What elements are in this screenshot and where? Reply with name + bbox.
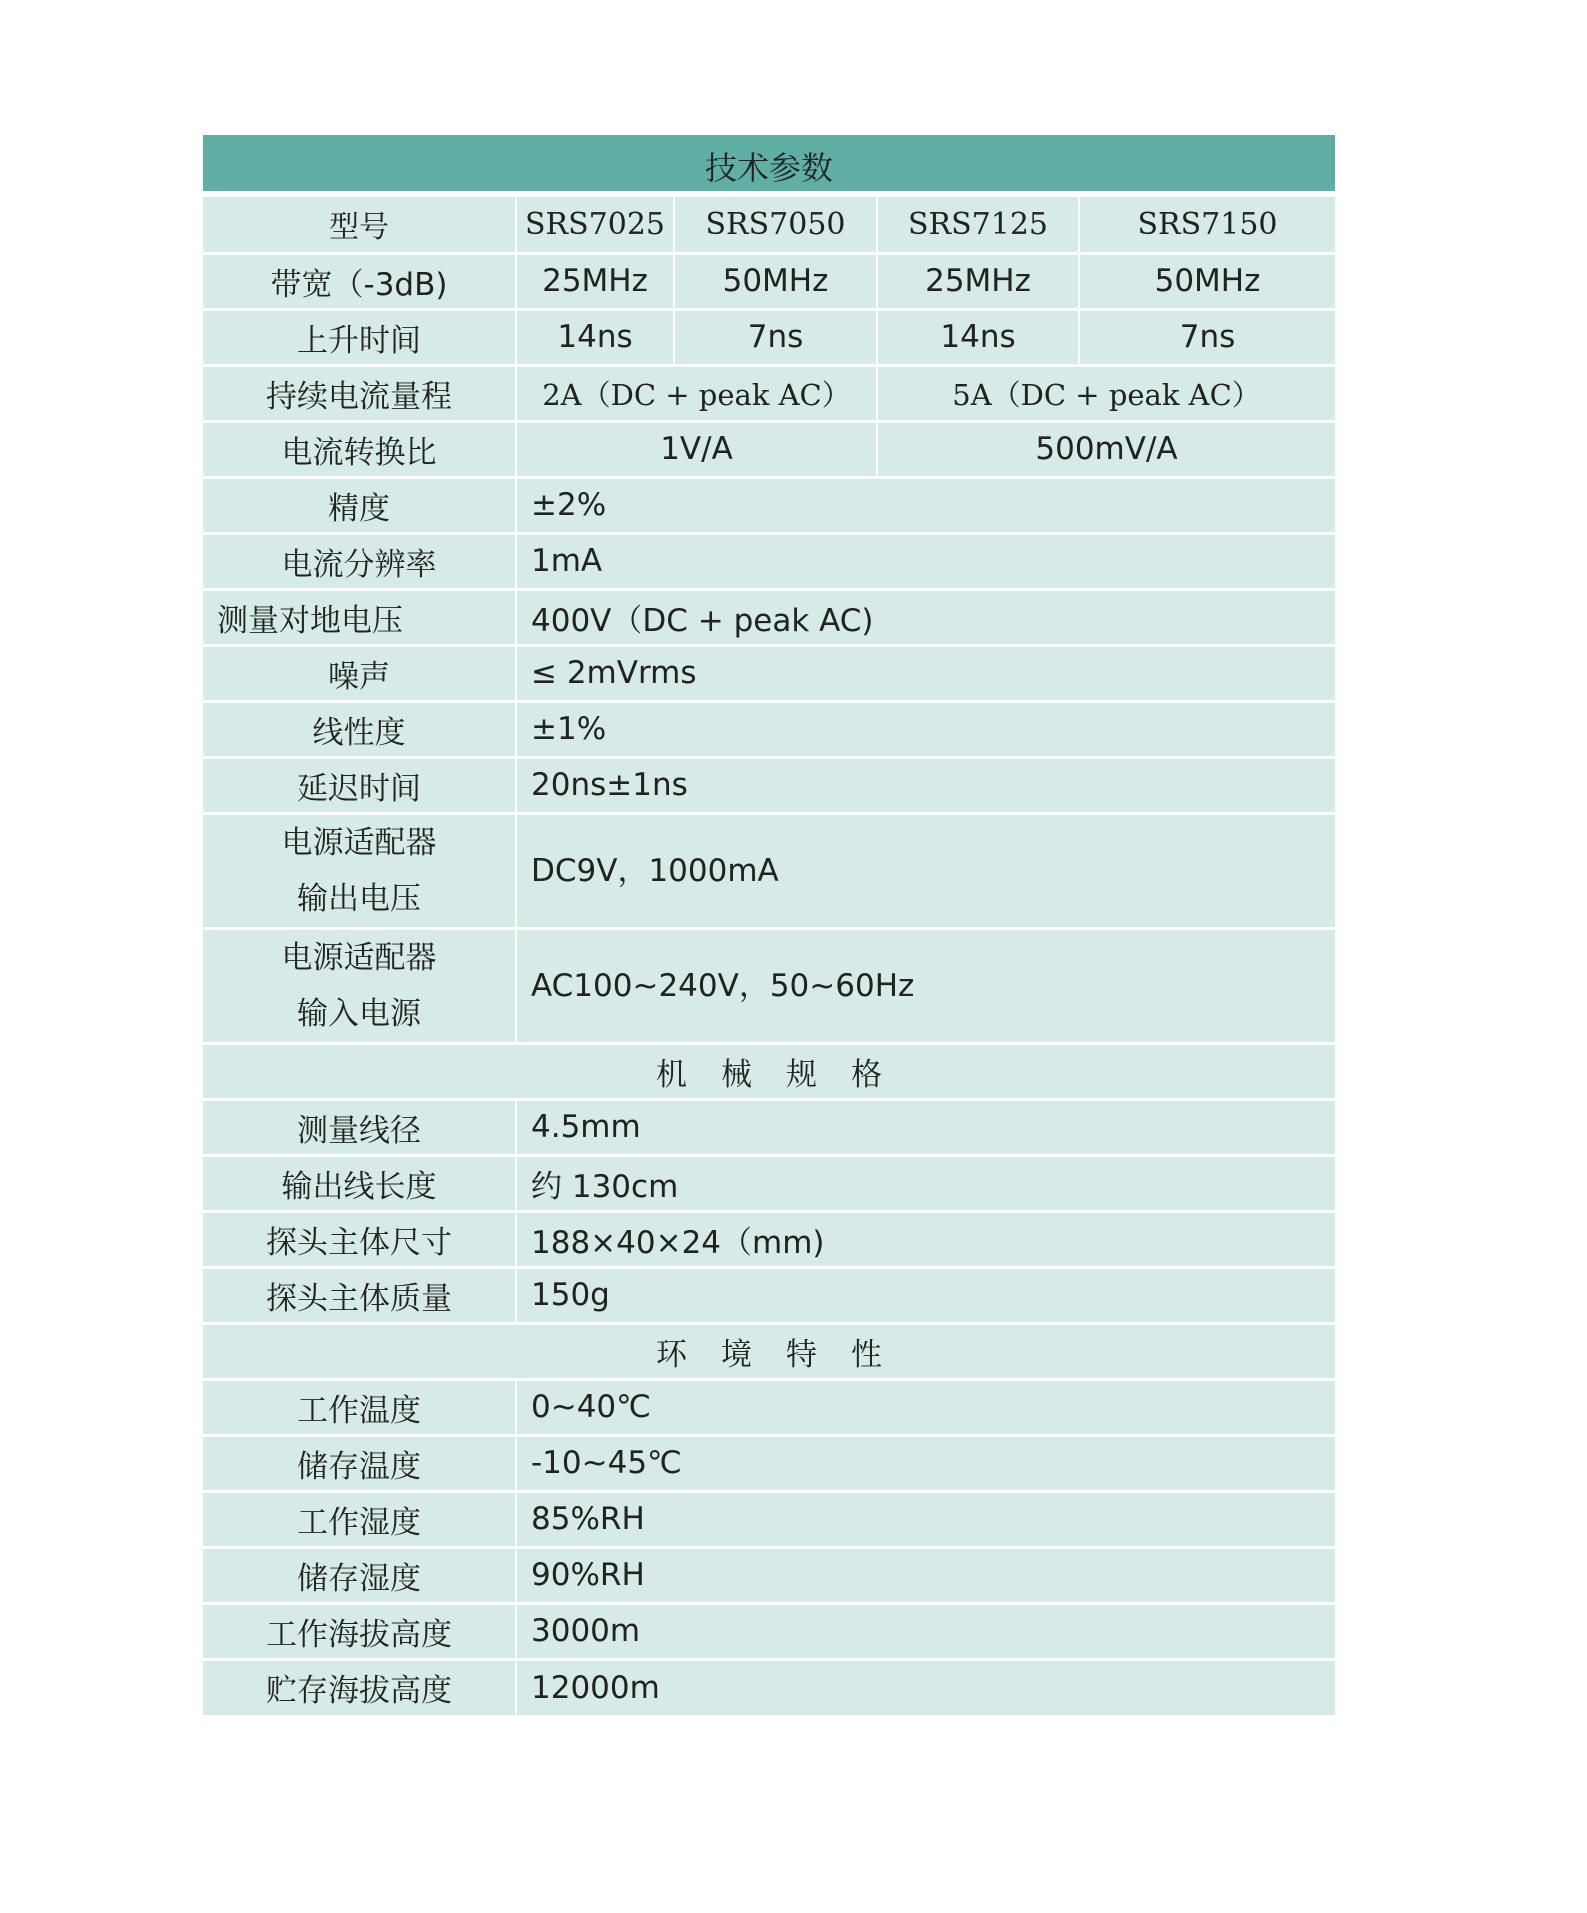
value-cell: 7ns	[674, 309, 877, 365]
row-label: 工作湿度	[203, 1491, 516, 1547]
row-label: 储存温度	[203, 1435, 516, 1491]
value-cell: 3000m	[516, 1603, 1335, 1659]
value-cell: ±2%	[516, 477, 1335, 533]
row-label: 探头主体质量	[203, 1267, 516, 1323]
row-label: 电流转换比	[203, 421, 516, 477]
table-title: 技术参数	[203, 135, 1335, 191]
model-cell: SRS7050	[674, 197, 877, 253]
row-label: 带宽（-3dB)	[203, 253, 516, 309]
table-row	[203, 533, 1335, 589]
row-label: 探头主体尺寸	[203, 1211, 516, 1267]
row-label: 储存湿度	[203, 1547, 516, 1603]
row-label: 工作温度	[203, 1379, 516, 1435]
row-label: 线性度	[203, 701, 516, 757]
value-cell: 188×40×24（mm)	[516, 1211, 1335, 1267]
row-label	[203, 813, 516, 928]
value-cell: 5A（DC + peak AC）	[877, 365, 1335, 421]
value-cell: 150g	[516, 1267, 1335, 1323]
model-cell: SRS7150	[1079, 197, 1335, 253]
table-row	[203, 1267, 1335, 1323]
table-row	[203, 1435, 1335, 1491]
table-row	[203, 589, 1335, 645]
value-cell: AC100~240V，50~60Hz	[516, 928, 1335, 1043]
value-cell: 400V（DC + peak AC)	[516, 589, 1335, 645]
value-cell: DC9V，1000mA	[516, 813, 1335, 928]
value-cell: 25MHz	[516, 253, 674, 309]
value-cell: ≤ 2mVrms	[516, 645, 1335, 701]
row-label: 输出线长度	[203, 1155, 516, 1211]
row-label	[203, 928, 516, 1043]
row-label: 上升时间	[203, 309, 516, 365]
row-label-line: 输出电压	[297, 880, 421, 917]
section-heading-row	[203, 1043, 1335, 1099]
value-cell: 14ns	[877, 309, 1079, 365]
table-row	[203, 813, 1335, 928]
row-label-line: 电源适配器	[281, 939, 437, 976]
value-cell: ±1%	[516, 701, 1335, 757]
section-heading: 环境特性	[203, 1323, 1335, 1379]
value-cell: 4.5mm	[516, 1099, 1335, 1155]
table-row	[203, 421, 1335, 477]
table-row	[203, 1099, 1335, 1155]
value-cell: 85%RH	[516, 1491, 1335, 1547]
model-cell: SRS7125	[877, 197, 1079, 253]
value-cell: 90%RH	[516, 1547, 1335, 1603]
table-row	[203, 1659, 1335, 1715]
value-cell: 1V/A	[516, 421, 877, 477]
table-row	[203, 1211, 1335, 1267]
row-label: 测量线径	[203, 1099, 516, 1155]
row-label: 持续电流量程	[203, 365, 516, 421]
spec-table	[203, 135, 1335, 1715]
value-cell: 1mA	[516, 533, 1335, 589]
value-cell: 50MHz	[674, 253, 877, 309]
table-row	[203, 1379, 1335, 1435]
value-cell: 12000m	[516, 1659, 1335, 1715]
row-label: 工作海拔高度	[203, 1603, 516, 1659]
row-label: 贮存海拔高度	[203, 1659, 516, 1715]
row-label: 噪声	[203, 645, 516, 701]
row-label-line: 输入电源	[297, 995, 421, 1032]
value-cell: 0~40℃	[516, 1379, 1335, 1435]
row-label: 测量对地电压	[203, 589, 516, 645]
row-label-line: 电源适配器	[281, 824, 437, 861]
section-heading: 机械规格	[203, 1043, 1335, 1099]
value-cell: 50MHz	[1079, 253, 1335, 309]
value-cell: 20ns±1ns	[516, 757, 1335, 813]
value-cell: 2A（DC + peak AC）	[516, 365, 877, 421]
row-label: 延迟时间	[203, 757, 516, 813]
table-row	[203, 645, 1335, 701]
value-cell: 约 130cm	[516, 1155, 1335, 1211]
value-cell: 14ns	[516, 309, 674, 365]
table-row	[203, 365, 1335, 421]
table-row	[203, 253, 1335, 309]
value-cell: 500mV/A	[877, 421, 1335, 477]
table-row	[203, 701, 1335, 757]
row-label: 型号	[329, 210, 389, 246]
table-row	[203, 309, 1335, 365]
model-row	[203, 197, 1335, 253]
table-row	[203, 1155, 1335, 1211]
row-label: 电流分辨率	[203, 533, 516, 589]
table-row	[203, 1547, 1335, 1603]
table-row	[203, 1491, 1335, 1547]
table-title-row	[203, 135, 1335, 191]
table-row	[203, 477, 1335, 533]
value-cell: 25MHz	[877, 253, 1079, 309]
section-heading-row	[203, 1323, 1335, 1379]
model-cell: SRS7025	[516, 197, 674, 253]
table-row	[203, 757, 1335, 813]
table-row	[203, 928, 1335, 1043]
value-cell: -10~45℃	[516, 1435, 1335, 1491]
value-cell: 7ns	[1079, 309, 1335, 365]
row-label: 精度	[203, 477, 516, 533]
table-row	[203, 1603, 1335, 1659]
